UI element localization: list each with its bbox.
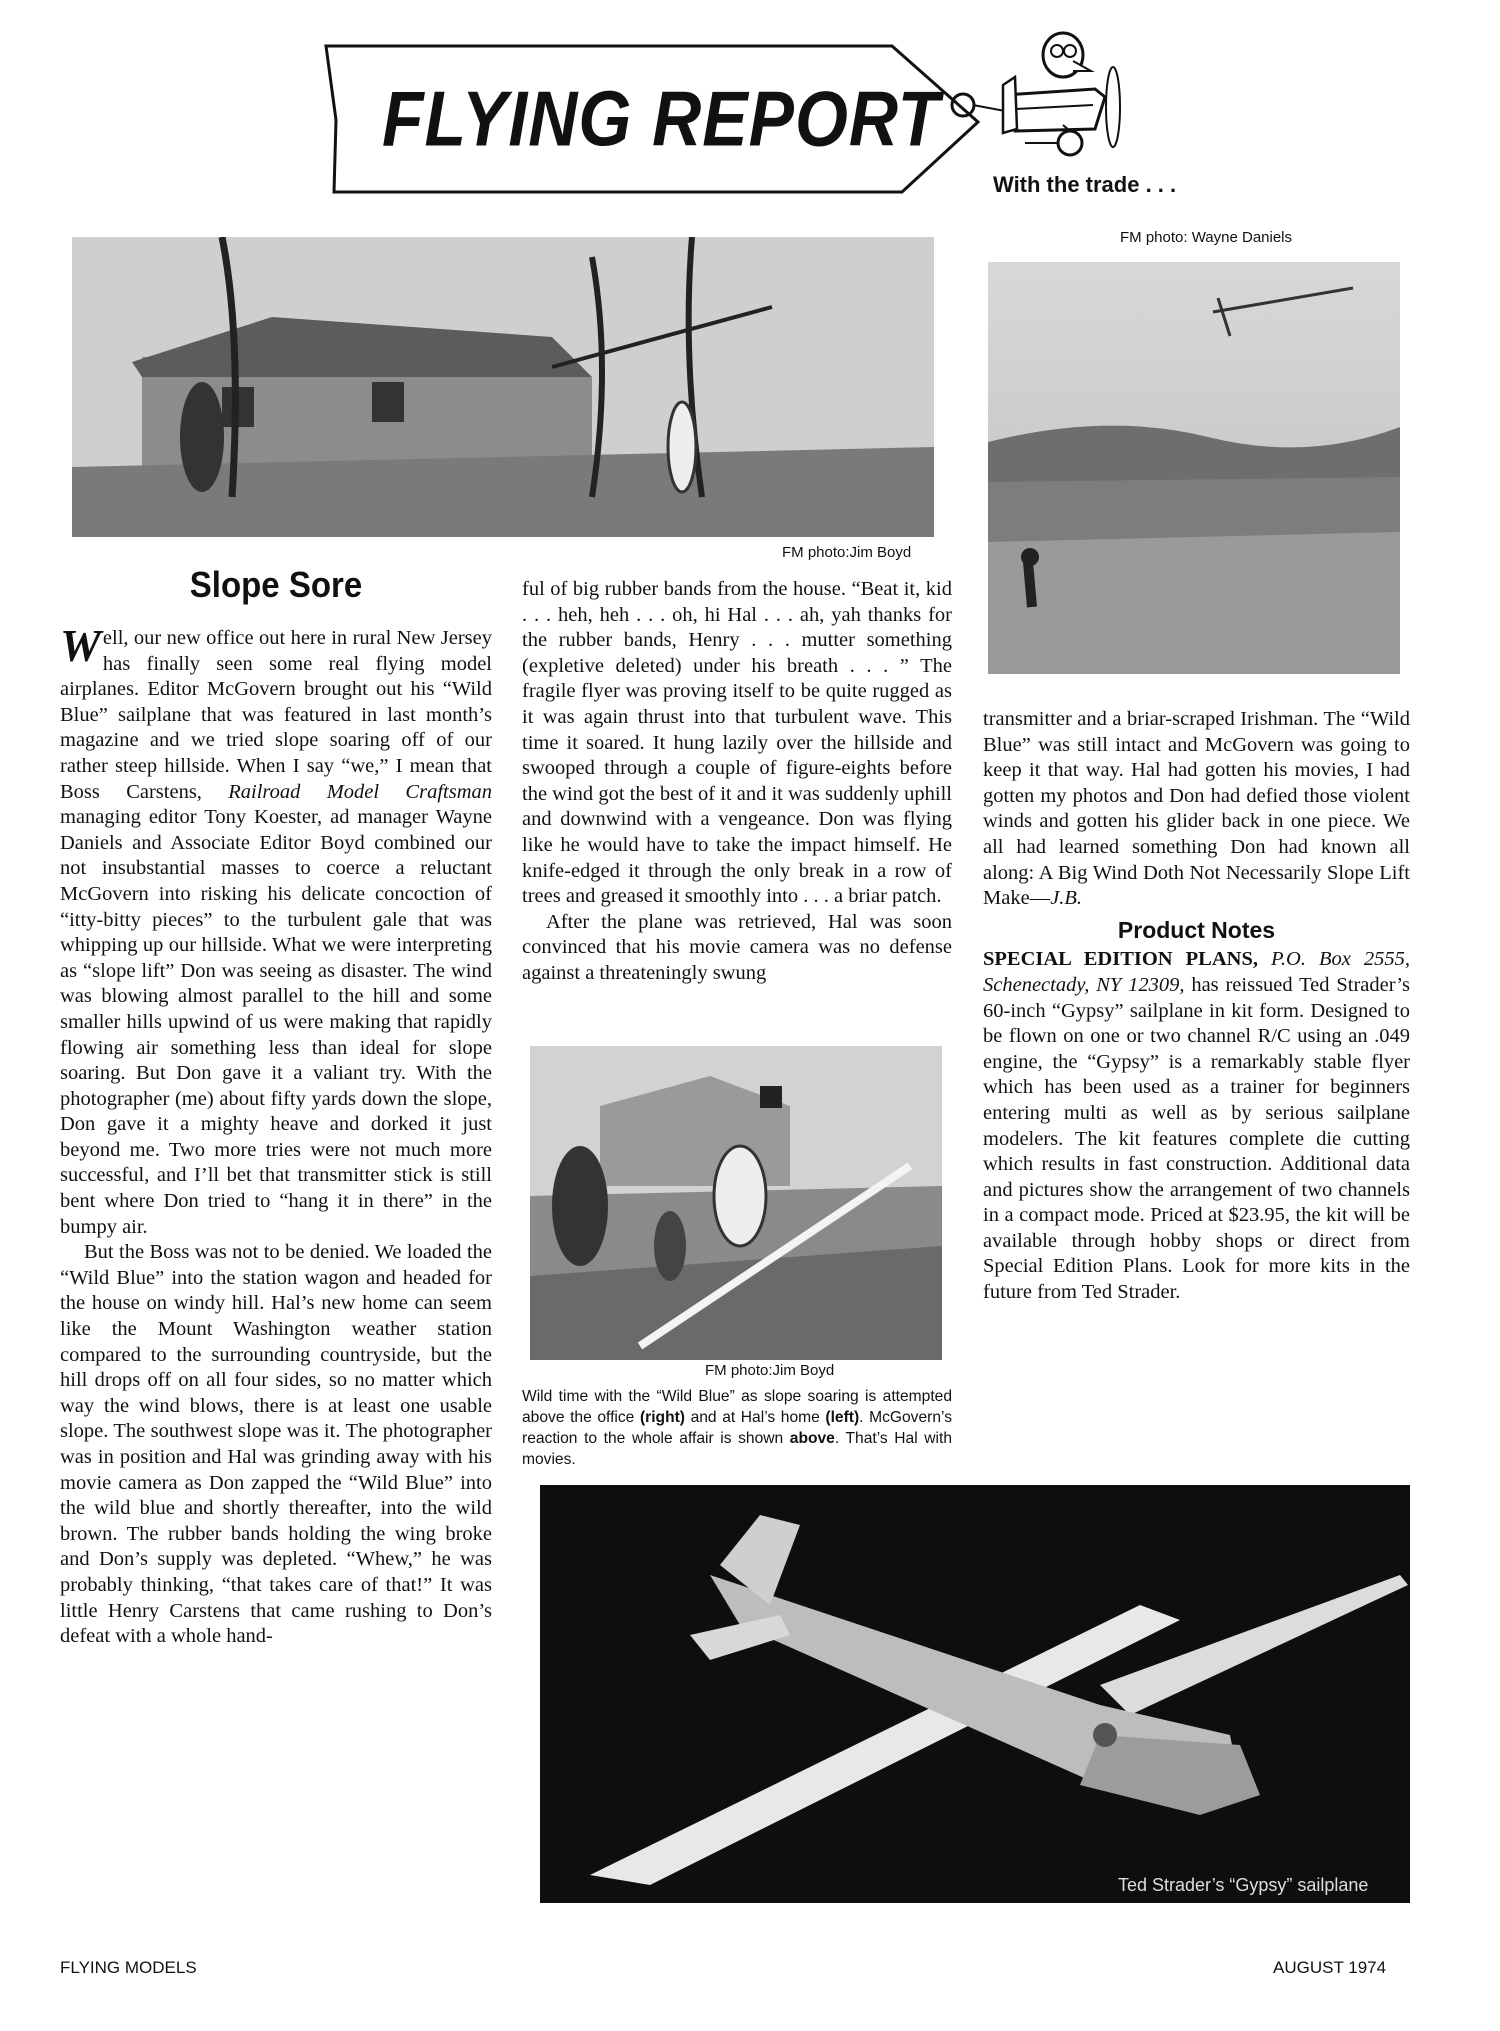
footer-magazine-name: FLYING MODELS (60, 1958, 197, 1977)
photo-sailplane-over-field (988, 262, 1400, 674)
caption-text: and at Hal’s home (684, 1409, 826, 1426)
article-column-1 (60, 620, 492, 1650)
photo-caption (522, 1386, 952, 1470)
product-text: has reissued Ted Strader’s 60-inch “Gypsy” sailplane in kit form. Designed to be flown on one or two channel R/C using an .049 engine, the “Gypsy” is a remarkably stable flyer which has been used as a trainer for beginners entering multi as well as by serious sailplane modelers. The kit features complete die cutting which results in fast construction. Additional data and pictures show the arrangement of two channels in a compact mode. Priced at $23.95, the kit will be available through hobby shops or direct from Special Edition Plans. Look for more kits in the future from Ted Strader. (983, 973, 1410, 1304)
caption-bold: above (789, 1430, 835, 1447)
paragraph-text: ell, our new office out here in rural New Jersey has finally seen some real flying model airplanes. Editor McGovern brought out his “Wild Blue” sailplane that was featured in last month’s magazine and we tried slope soaring off of our rather steep hillside. When I say “we,” I mean that Boss Carstens, (60, 627, 492, 803)
paragraph (60, 620, 492, 1240)
caption-text: Wild time with the “Wild Blue” as slope soaring is attempted above the office (522, 1388, 952, 1426)
author-initials: J.B. (1050, 887, 1083, 910)
product-paragraph (983, 947, 1410, 1305)
article-column-3 (983, 707, 1410, 1306)
banner-subtitle: With the trade . . . (993, 172, 1177, 197)
caption-text: . McGovern’s reaction to the whole affair is shown (522, 1409, 952, 1447)
paragraph-text: transmitter and a briar-scraped Irishman. The “Wild Blue” was still intact and McGovern was going to keep it that way. Hal had gotten his movies, I had gotten my photos and Don had defied those violent winds and gotten his glider back in one piece. We all had learned something Don had known all along: A Big Wind Doth Not Necessarily Slope Lift Make— (983, 708, 1410, 910)
gypsy-photo-caption: Ted Strader’s “Gypsy” sailplane (1118, 1875, 1369, 1895)
magazine-name: Railroad Model Craftsman (228, 780, 492, 803)
banner-title: FLYING REPORT (382, 75, 941, 163)
paragraph: ful of big rubber bands from the house. “Beat it, kid . . . heh, heh . . . oh, hi Hal . . . ah, yah thanks for the rubber bands, Henry . . . mutter something (expletive deleted) under his breath . . . ” The fragile flyer was proving itself to be quite rugged as it was again thrust into that turbulent wave. This time it soared. It hung lazily over the hillside and swooped through a couple of figure-eights before the wind got the best of it and it was suddenly uphill and downwind with a vengeance. Don was flying like he would have to take the impact himself. He knife-edged it through the only break in a row of trees and greased it smoothly into . . . a briar patch. (522, 578, 952, 908)
photo-gypsy-sailplane (540, 1485, 1410, 1903)
photo-credit-top-left: FM photo:Jim Boyd (782, 544, 912, 561)
footer-issue-date: AUGUST 1974 (1273, 1958, 1387, 1977)
article-heading: Slope Sore (189, 564, 363, 605)
paragraph-text: managing editor Tony Koester, ad manager Wayne Daniels and Associate Editor Boyd combined our not insubstantial masses to coerce a reluctant McGovern into risking his delicate concoction of “itty-bitty pieces” to the turbulent gale that was whipping up our hillside. What we were interpreting as “slope lift” Don was seeing as disaster. The wind was blowing almost parallel to the hill and some smaller hills upwind of us were making that rapidly flowing air something less than ideal for slope soaring. But Don gave it a valiant try. With the photographer (me) about fifty yards down the slope, Don gave it a mighty heave and dorked it just beyond me. Two more tries were not much more successful, and I’ll bet that transmitter stick is still bent where Don tried to “hang it in there” in the bumpy air. (60, 806, 492, 1238)
article-column-2 (522, 577, 952, 987)
caption-bold: (right) (639, 1409, 685, 1426)
company-address: P.O. Box 2555, Schenectady, NY 12309, (983, 948, 1411, 996)
photo-hal-with-movie-camera (530, 1046, 942, 1360)
company-name: SPECIAL EDITION PLANS, (983, 948, 1258, 971)
pilot-cartoon-icon (945, 25, 1185, 175)
paragraph: After the plane was retrieved, Hal was soon convinced that his movie camera was no defense against a threateningly swung (522, 910, 952, 984)
caption-text: . That’s Hal with movies. (522, 1430, 953, 1468)
photo-credit-top-right: FM photo: Wayne Daniels (1120, 229, 1293, 246)
product-notes-heading: Product Notes (1117, 916, 1276, 943)
flying-report-banner (322, 40, 982, 195)
drop-cap: W (60, 620, 101, 671)
caption-bold: (left) (825, 1409, 860, 1426)
paragraph: But the Boss was not to be denied. We loaded the “Wild Blue” into the station wagon and headed for the house on windy hill. Hal’s new home can seem like the Mount Washington weather station compared to the surrounding countryside, but the hill drops off on all four sides, so no matter which way the wind blows, there is at least one usable slope. The southwest slope was it. The photographer was in position and Hal was grinding away with his movie camera as Don zapped the “Wild Blue” into the wild blue and shortly thereafter, into the wild brown. The rubber bands holding the wing broke and Don’s supply was depleted. “Whew,” he was probably thinking, “that takes care of that!” It was little Henry Carstens that came rushing to Don’s defeat with a whole hand- (60, 1241, 492, 1648)
photo-credit-middle: FM photo:Jim Boyd (705, 1362, 835, 1379)
paragraph (983, 707, 1410, 912)
photo-office-hillside (72, 237, 934, 537)
